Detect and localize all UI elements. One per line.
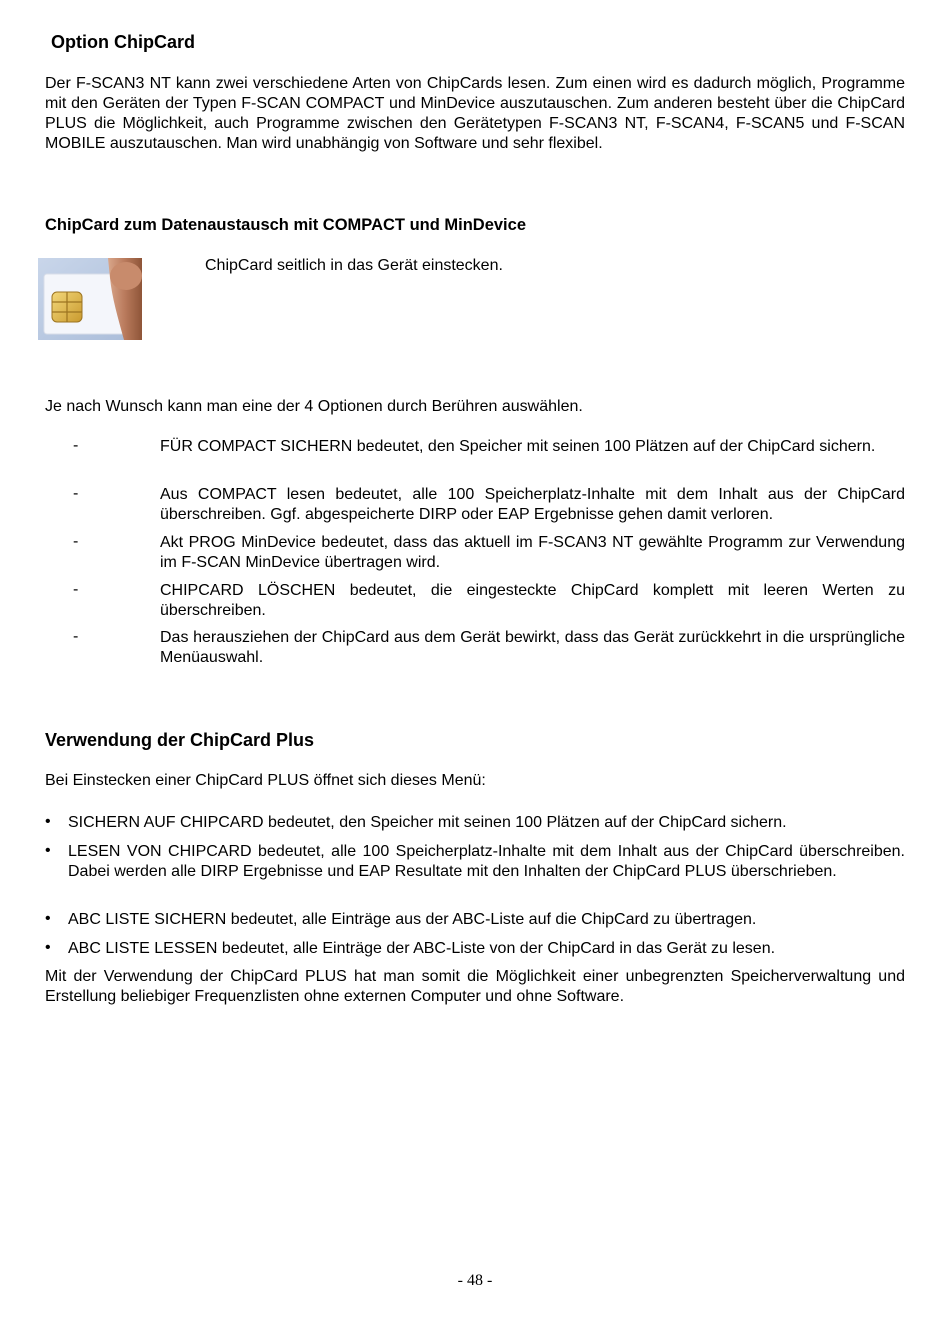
bullet-item-2: LESEN VON CHIPCARD bedeutet, alle 100 Speicherplatz-Inhalte mit dem Inhalt aus der ChipCard überschreiben. Dabei werden alle DIRP Ergebnisse und EAP Resultate mit den Inhalten der ChipCard PLUS überschrieben. (68, 843, 905, 880)
bullet-item-1: SICHERN AUF CHIPCARD bedeutet, den Speicher mit seinen 100 Plätzen auf der ChipCard sichern. (68, 814, 787, 831)
dash-item-2: Aus COMPACT lesen bedeutet, alle 100 Speicherplatz-Inhalte mit dem Inhalt aus der ChipCard überschreiben. Ggf. abgespeicherte DIRP oder EAP Ergebnisse gehen damit verloren. (160, 486, 905, 523)
dash-marker: - (73, 437, 79, 454)
dash-marker: - (73, 581, 79, 598)
dash-marker: - (73, 628, 79, 645)
dash-marker: - (73, 485, 79, 502)
bullet-item-4: ABC LISTE LESSEN bedeutet, alle Einträge der ABC-Liste von der ChipCard in das Gerät zu lesen. (68, 940, 776, 957)
dash-marker: - (73, 533, 79, 550)
section-title-option-chipcard: Option ChipCard (51, 32, 195, 52)
chipcard-plus-intro: Bei Einstecken einer ChipCard PLUS öffnet sich dieses Menü: (45, 772, 486, 789)
section-title-chipcard-plus: Verwendung der ChipCard Plus (45, 730, 315, 750)
image-caption: ChipCard seitlich in das Gerät einstecken. (205, 257, 503, 274)
dash-item-3: Akt PROG MinDevice bedeutet, dass das aktuell im F-SCAN3 NT gewählte Programm zur Verwendung im F-SCAN MinDevice übertragen wird. (160, 534, 905, 571)
bullet-icon: • (45, 813, 51, 830)
bullet-item-3: ABC LISTE SICHERN bedeutet, alle Einträge aus der ABC-Liste auf die ChipCard zu übertragen. (68, 911, 757, 928)
page-number: - 48 - (457, 1272, 493, 1289)
chipcard-photo (38, 258, 142, 340)
dash-item-5: Das herausziehen der ChipCard aus dem Gerät bewirkt, dass das Gerät zurückkehrt in die ursprüngliche Menüauswahl. (160, 629, 905, 666)
dash-item-4: CHIPCARD LÖSCHEN bedeutet, die eingesteckte ChipCard komplett mit leeren Werten zu überschreiben. (160, 582, 905, 619)
bullet-icon: • (45, 939, 51, 956)
options-intro: Je nach Wunsch kann man eine der 4 Optionen durch Berühren auswählen. (45, 398, 583, 415)
intro-paragraph: Der F-SCAN3 NT kann zwei verschiedene Arten von ChipCards lesen. Zum einen wird es dadurch möglich, Programme mit den Geräten der Typen F-SCAN COMPACT und MinDevice auszutauschen. Zum anderen besteht über die ChipCard PLUS die Möglichkeit, auch Programme zwischen den Gerätetypen F-SCAN3 NT, F-SCAN4, F-SCAN5 und F-SCAN MOBILE auszutauschen. Man wird unabhängig von Software und sehr flexibel. (45, 75, 905, 152)
bullet-icon: • (45, 842, 51, 859)
dash-item-1: FÜR COMPACT SICHERN bedeutet, den Speicher mit seinen 100 Plätzen auf der ChipCard sichern. (160, 438, 876, 455)
section-title-chipcard-compact: ChipCard zum Datenaustausch mit COMPACT und MinDevice (45, 216, 526, 234)
closing-paragraph: Mit der Verwendung der ChipCard PLUS hat man somit die Möglichkeit einer unbegrenzten Speicherverwaltung und Erstellung beliebiger Frequenzlisten ohne externen Computer und ohne Software. (45, 968, 905, 1005)
bullet-icon: • (45, 910, 51, 927)
